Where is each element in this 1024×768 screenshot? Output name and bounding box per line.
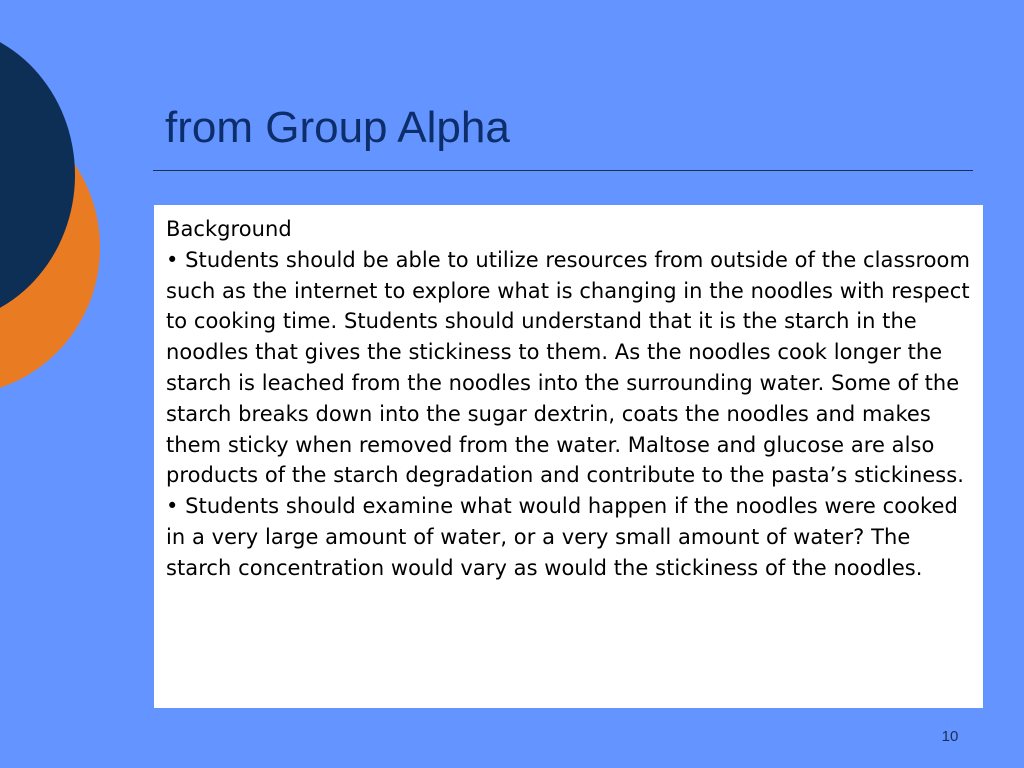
content-heading: Background bbox=[166, 217, 292, 241]
title-divider bbox=[153, 170, 973, 171]
bullet-paragraph: • Students should examine what would happen if the noodles were cooked in a very large amount of water, or a very small amount of water? The starch concentration would vary as would the stickiness of the noodles. bbox=[166, 494, 958, 580]
content-box bbox=[154, 205, 983, 708]
slide-title: from Group Alpha bbox=[165, 103, 510, 152]
bullet-paragraph: • Students should be able to utilize resources from outside of the classroom such as the internet to explore what is changing in the noodles with respect to cooking time. Students should understand that it is the starch in the noodles that gives the stickiness to them. As the noodles cook longer the starch is leached from the noodles into the surrounding water. Some of the starch breaks down into the sugar dextrin, coats the noodles and makes them sticky when removed from the water. Maltose and glucose are also products of the starch degradation and contribute to the pasta’s stickiness. bbox=[166, 247, 970, 488]
page-number: 10 bbox=[941, 728, 959, 745]
